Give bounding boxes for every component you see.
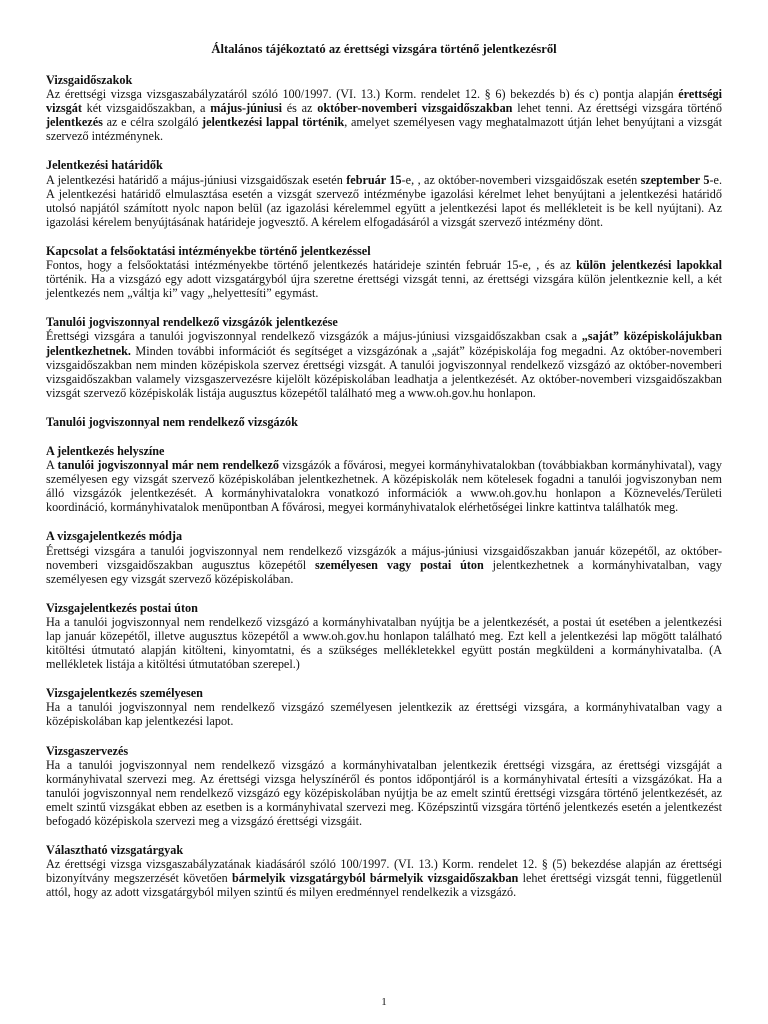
text-run: Ha a tanulói jogviszonnyal nem rendelkező vizsgázó a kormányhivatalban jelentkezik érettségi vizsgára, az érettségi vizsgáját a kormányhivatal szervezi meg. Az érettségi vizsga helyszínéről és pontos időpontjáról is a kormányhivatal értesíti a vizsgázókat. Ha a tanulói jogviszonnyal nem rendelkező vizsgázó egy középiskolában nyújtja be az emelt szintű érettségi vizsgára történő jelentkezését, az emelt szintű vizsgákat ebben az esetben is a kormányhivatal szervezi meg. Középszintű vizsgára történő jelentkezés esetén a jelentkezést befogadó középiskola szervezi meg a vizsgázó érettségi vizsgáit. [46,757,722,829]
emphasized-text: május-júniusi [210,101,282,116]
emphasized-text: október-novemberi vizsgaidőszakban [317,101,513,116]
section-heading-nem-rendelkezo: Tanulói jogviszonnyal nem rendelkező vizsgázók [46,414,298,429]
section-heading: Vizsgajelentkezés postai úton [46,600,198,615]
emphasized-text: jelentkezési lappal történik [202,115,345,130]
section-heading: Választható vizsgatárgyak [46,843,184,858]
text-run: és az [282,101,318,116]
text-run: , amelyet személyesen vagy meghatalmazott útján lehet benyújtani a vizsgát szervező intézménynek. [46,115,722,144]
section-kapcsolat [46,244,722,300]
section-heading: Vizsgaidőszakok [46,73,133,87]
section-helyszine [46,444,722,514]
section-body [46,700,722,728]
section-szemelyesen [46,686,722,728]
section-heading: Vizsgajelentkezés személyesen [46,686,203,701]
text-run: lehet érettségi vizsgát tenni, függetlenül attól, hogy az adott vizsgatárgyból milyen szintű és milyen eredménnyel rendelkezik a vizsgázó. [46,871,722,900]
text-run: Az érettségi vizsga vizsgaszabályzatának kiadásáról szóló 100/1997. (VI. 13.) Korm. rendelet 12. § (5) bekezdése alapján az érettségi bizonyítvány megszerzését követően [46,857,722,886]
section-szervezes [46,744,722,829]
text-run: Minden további információt és segítséget a vizsgázónak a „saját” középiskolája fog megadni. Az október-novemberi vizsgaidőszakban nem minden középiskola szervez érettségi vizsgát. A tanulói jogviszonnyal rendelkező vizsgázó az október-novemberi vizsgaidőszakban valamely vizsgaszervezésre kijelölt középiskolában leadhatja a jelentkezését. Az október-novemberi vizsgaidőszakban vizsgát szervező középiskolák listája augusztus közepétől található meg a www.oh.gov.hu honlapon. [46,343,722,400]
section-heading: Jelentkezési határidők [46,158,163,173]
document-title: Általános tájékoztató az érettségi vizsgára történő jelentkezésről [211,42,557,56]
text-run: Érettségi vizsgára a tanulói jogviszonnyal nem rendelkező vizsgázók a május-júniusi vizsgaidőszakban január közepétől, az október-novemberi vizsgaidőszakban augusztus közepétől [46,543,722,572]
emphasized-text: bármelyik vizsgatárgyból bármelyik vizsgaidőszakban [232,871,519,886]
section-body [46,458,722,514]
section-modja [46,529,722,585]
section-heading: Vizsgaszervezés [46,743,129,758]
section-body [46,615,722,671]
emphasized-text: február 15 [346,172,402,187]
page-number: 1 [381,996,387,1008]
text-run: vizsgázók a fővárosi, megyei kormányhivatalokban (továbbiakban kormányhivatal), vagy személyesen egy vizsgát szervező középiskolában jelentkezhetnek. A középiskolák nem kötelesek fogadni a tanulói jogviszonyban nem álló vizsgázók jelentkezését. A kormányhivatalokra vonatkozó információk a www.oh.gov.hu honlapon a Köznevelés/Területi koordináció, kormányhivatalok menüpontban A fővárosi, megyei kormányhivatalok elérhetőségei linkre kattintva találhatók meg. [46,458,722,515]
text-run: Fontos, hogy a felsőoktatási intézményekbe történő jelentkezés határideje szintén február 15-e, , és az [46,258,577,273]
section-heading: A vizsgajelentkezés módja [46,529,183,544]
section-heading: Kapcsolat a felsőoktatási intézményekbe történő jelentkezéssel [46,243,371,258]
text-run: Ha a tanulói jogviszonnyal nem rendelkező vizsgázó a kormányhivatalban nyújtja be a jelentkezését, a postai út esetében a jelentkezési lap január közepétől, illetve augusztus közepétől a www.oh.gov.hu honlapon található meg. Ezt kell a jelentkezési lap mögött található kitöltési útmutató alapján kitölteni, kinyomtatni, és a szükséges mellékletekkel együtt postán megküldeni a kormányhivatalba. (A mellékletek listája a kitöltési útmutatóban szerepel.) [46,614,722,672]
emphasized-text: külön jelentkezési lapokkal [576,258,723,273]
section-body [46,544,722,586]
text-run: jelentkezhetnek a kormányhivatalban, vagy személyesen egy vizsgát szervező középiskolában. [46,557,722,586]
section-heading: A jelentkezés helyszíne [46,443,165,458]
section-body [46,173,722,229]
emphasized-text: tanulói jogviszonnyal már nem rendelkező [57,458,279,473]
section-heading: Tanulói jogviszonnyal rendelkező vizsgázók jelentkezése [46,315,338,330]
section-vizsgaidoszakok [46,73,722,143]
section-body [46,758,722,828]
emphasized-text: személyesen vagy postai úton [315,557,484,572]
section-body [46,857,722,899]
section-hataridok [46,158,722,228]
emphasized-text: jelentkezés [46,115,103,130]
text-run: Érettségi vizsgára a tanulói jogviszonnyal rendelkező vizsgázók a május-júniusi vizsgaidőszakban csak a [46,329,582,344]
text-run: lehet tenni. Az érettségi vizsgára történő [512,101,722,116]
section-tanuloi [46,315,722,400]
emphasized-text: „saját” középiskolájukban jelentkezhetnek. [46,329,722,358]
text-run: Ha a tanulói jogviszonnyal nem rendelkező vizsgázó személyesen jelentkezik az érettségi vizsgára, a kormányhivatalban vagy a középiskolában kap jelentkezési lapot. [46,700,722,729]
text-run: A [46,458,58,473]
text-run: -e, , az október-novemberi vizsgaidőszak esetén [401,172,641,187]
text-run: történik. Ha a vizsgázó egy adott vizsgatárgyból újra szeretne érettségi vizsgát tenni, az érettségi vizsgára külön jelentkeznie kell, a két jelentkezés nem „váltja ki” vagy „helyettesíti” egymást. [46,272,722,301]
section-body [46,258,722,300]
text-run: Az érettségi vizsga vizsgaszabályzatáról szóló 100/1997. (VI. 13.) Korm. rendelet 12. § 6) bekezdés b) és c) pontja alapján [46,87,679,102]
section-valaszthato [46,843,722,899]
section-body [46,329,722,399]
text-run: -e. A jelentkezési határidő elmulasztása esetén a vizsgát szervező intézménybe igazolási kérelmet lehet benyújtani a jelentkezési határidő utolsó napjától számított nyolc napon belül (az igazolási kérelemmel együtt a jelentkezési lapot és mellékleteit is be kell nyújtani). Az igazolási kérelem benyújtásának határideje jogvesztő. A kérelem elfogadásáról a vizsgát szervező intézmény dönt. [46,172,723,229]
text-run: az e célra szolgáló [102,115,203,130]
document-page [46,42,722,915]
section-postai [46,601,722,671]
emphasized-text: érettségi vizsgát [46,87,722,116]
text-run: két vizsgaidőszakban, a [81,101,211,116]
emphasized-text: szeptember 5 [640,172,710,187]
section-body [46,87,722,143]
text-run: A jelentkezési határidő a május-júniusi vizsgaidőszak esetén [46,172,347,187]
